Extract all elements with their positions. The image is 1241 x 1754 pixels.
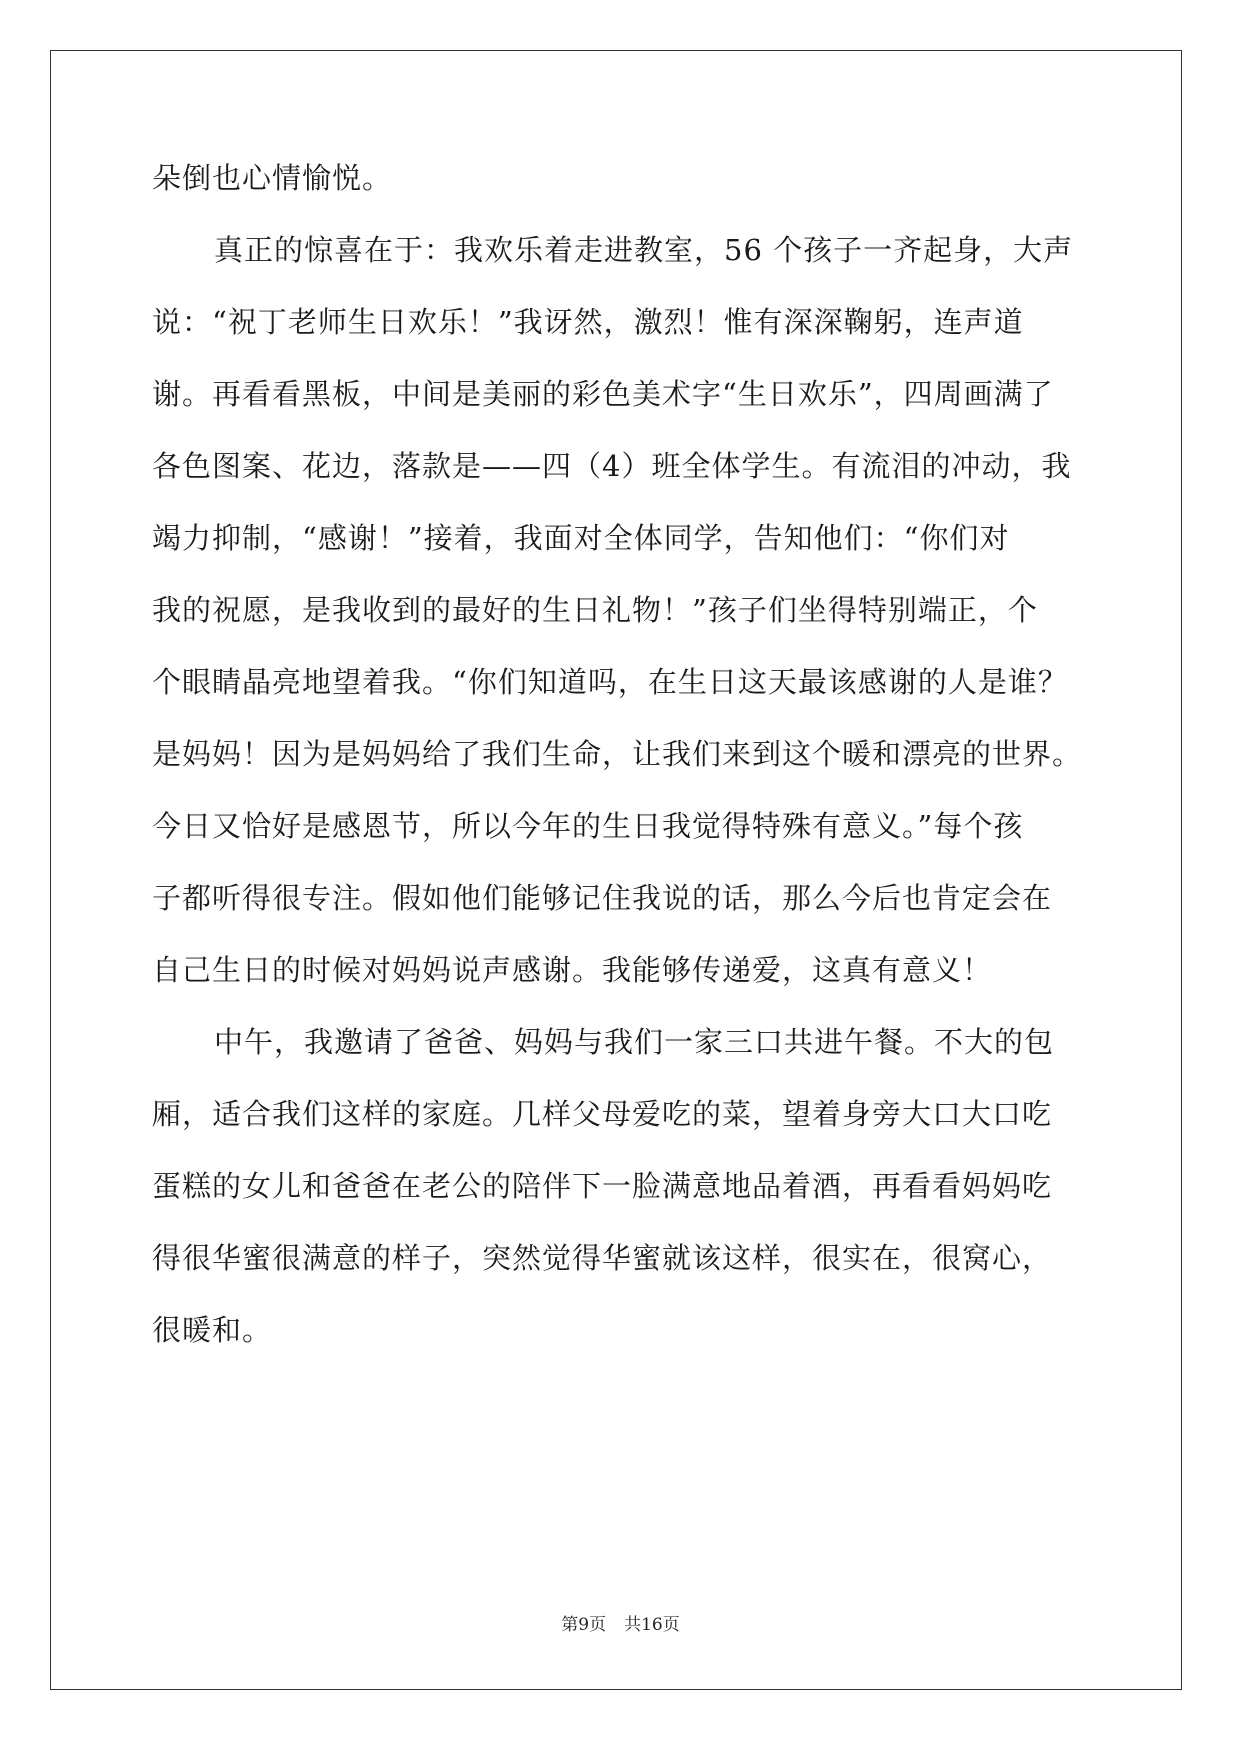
page-total: 共16页 <box>624 1615 680 1635</box>
text-line: 自己生日的时候对妈妈说声感谢。我能够传递爱，这真有意义！ <box>152 953 993 987</box>
text-line: 厢，适合我们这样的家庭。几样父母爱吃的菜，望着身旁大口大口吃 <box>152 1097 1053 1131</box>
text-line: 竭力抑制，“感谢！”接着，我面对全体同学，告知他们：“你们对 <box>152 521 1010 555</box>
text-line: 蛋糕的女儿和爸爸在老公的陪伴下一脸满意地品着酒，再看看妈妈吃 <box>152 1169 1053 1203</box>
text-line: 个眼睛晶亮地望着我。“你们知道吗，在生日这天最该感谢的人是谁？ <box>152 665 1068 699</box>
text-line: 中午，我邀请了爸爸、妈妈与我们一家三口共进午餐。不大的包 <box>214 1025 1055 1059</box>
text-line: 谢。再看看黑板，中间是美丽的彩色美术字“生日欢乐”，四周画满了 <box>152 377 1054 411</box>
page-border <box>50 50 1182 1690</box>
text-line: 真正的惊喜在于：我欢乐着走进教室，56 个孩子一齐起身，大声 <box>214 233 1074 267</box>
page-footer <box>0 1613 1241 1637</box>
text-line: 今日又恰好是感恩节，所以今年的生日我觉得特殊有意义。”每个孩 <box>152 809 1024 843</box>
text-line: 得很华蜜很满意的样子，突然觉得华蜜就该这样，很实在，很窝心， <box>152 1241 1053 1275</box>
text-line: 是妈妈！因为是妈妈给了我们生命，让我们来到这个暖和漂亮的世界。 <box>152 737 1083 771</box>
text-line: 我的祝愿，是我收到的最好的生日礼物！”孩子们坐得特别端正，个 <box>152 593 1038 627</box>
text-line: 朵倒也心情愉悦。 <box>152 161 393 195</box>
text-line: 子都听得很专注。假如他们能够记住我说的话，那么今后也肯定会在 <box>152 881 1053 915</box>
text-line: 说：“祝丁老师生日欢乐！”我讶然，激烈！惟有深深鞠躬，连声道 <box>152 305 1024 339</box>
text-line: 很暖和。 <box>152 1313 273 1347</box>
text-line: 各色图案、花边，落款是——四（4）班全体学生。有流泪的冲动，我 <box>152 449 1072 483</box>
page-number: 第9页 <box>561 1615 607 1635</box>
